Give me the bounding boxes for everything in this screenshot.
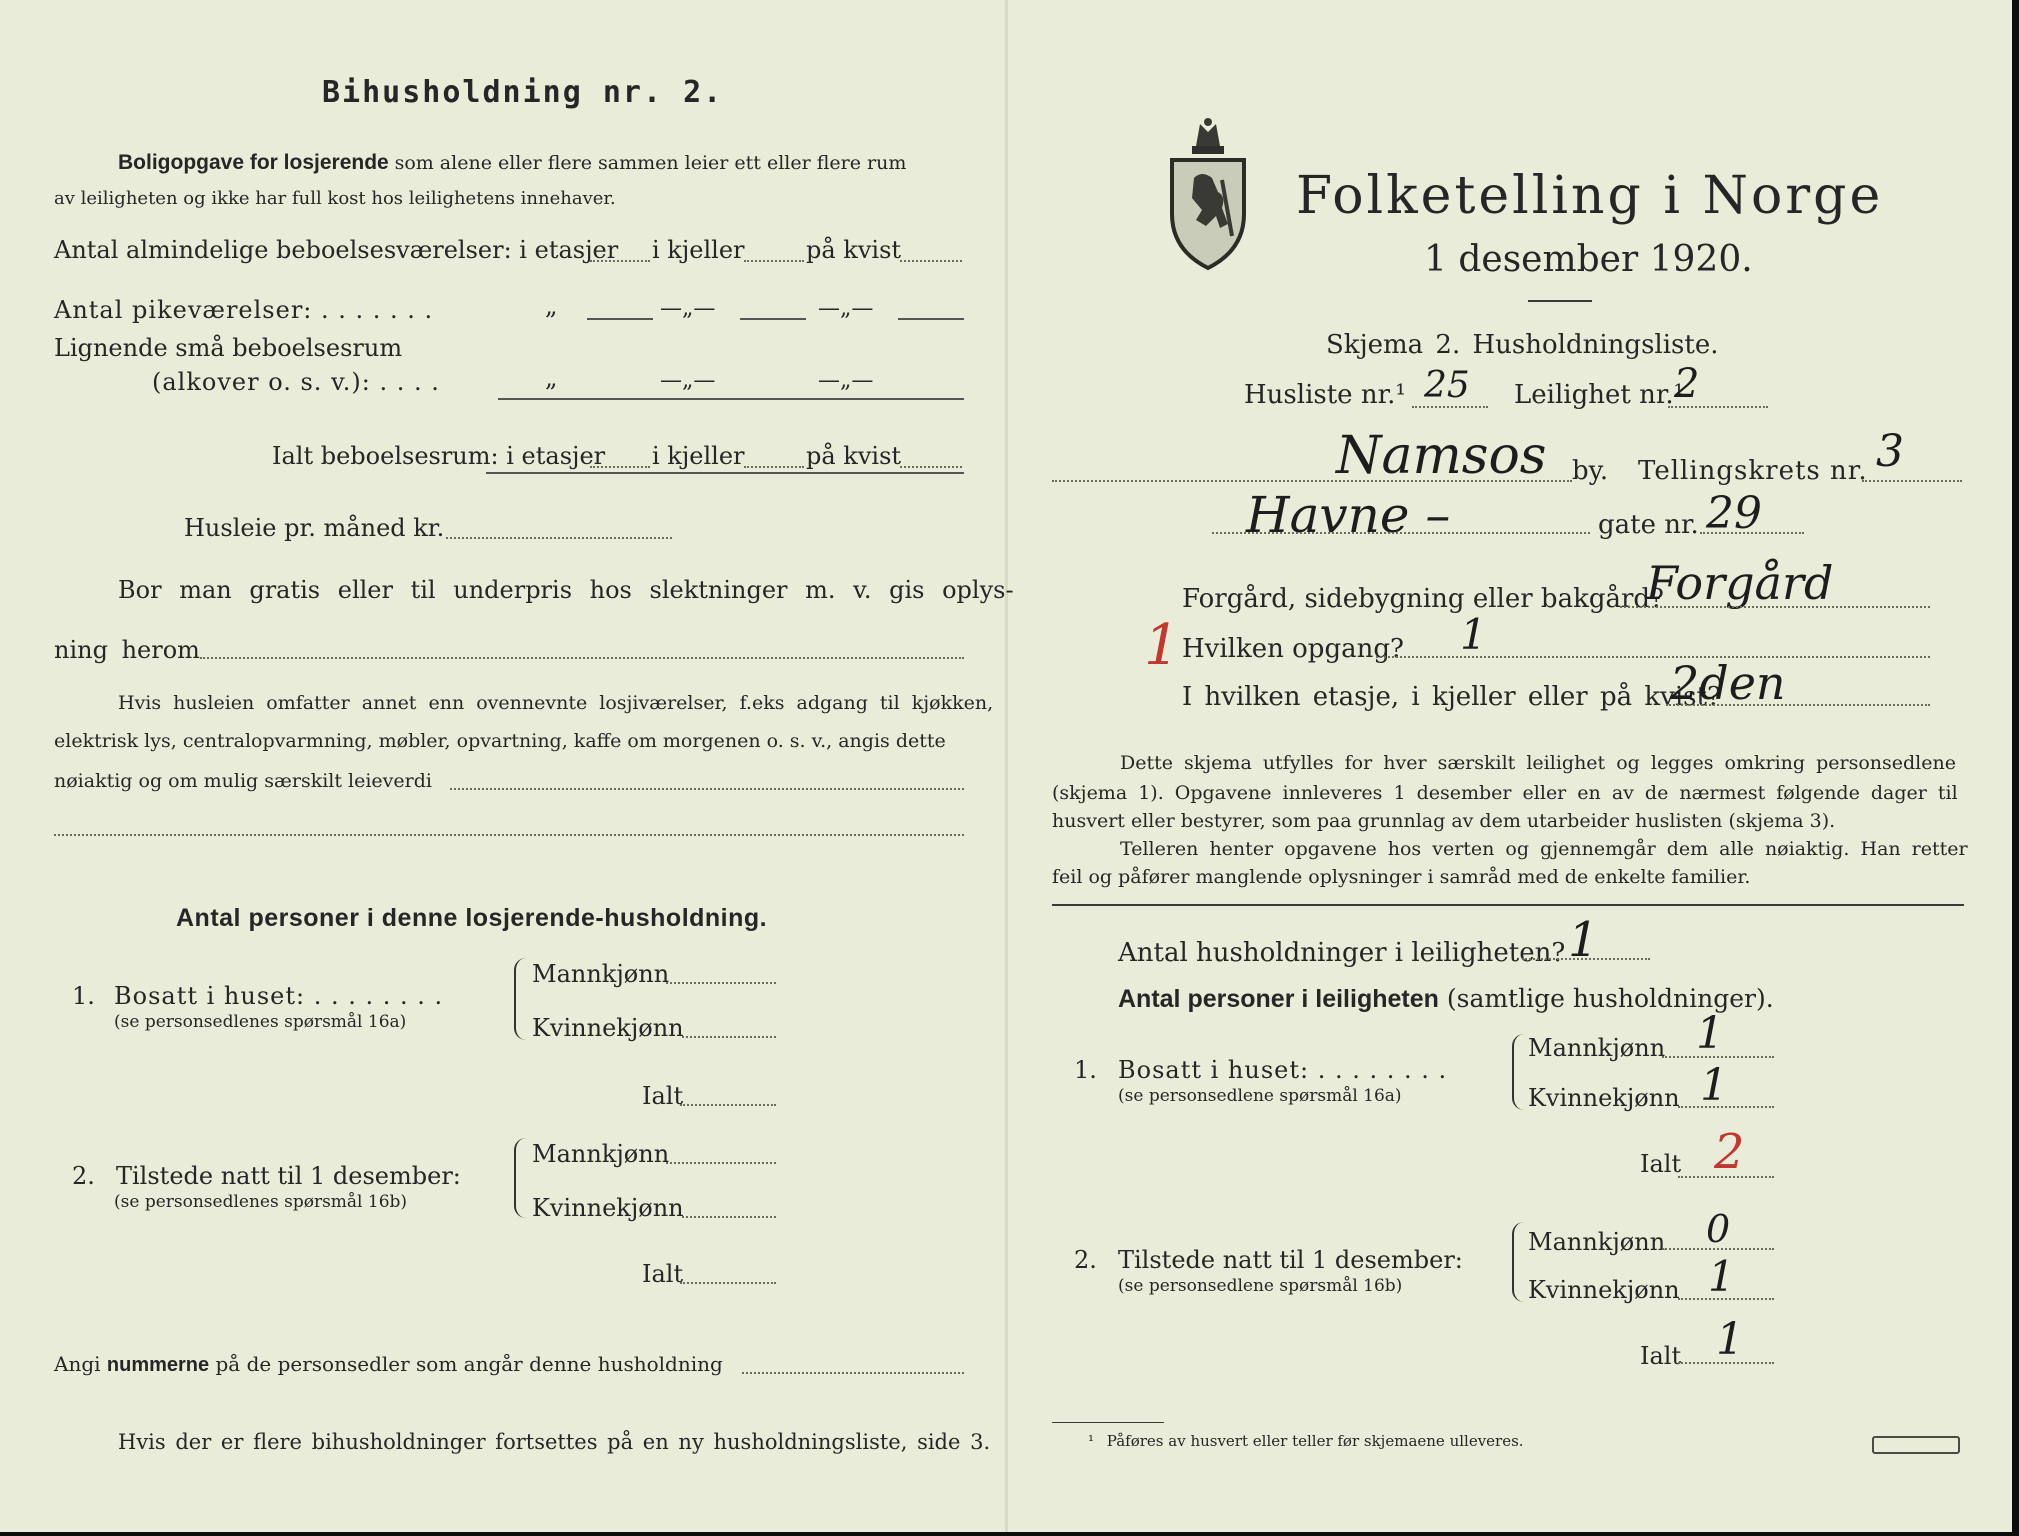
gate-label: gate nr. <box>1598 510 1699 540</box>
lignende-label-1: Lignende små beboelsesrum <box>54 334 403 362</box>
intro-rest: som alene eller flere sammen leier ett eller flere rum <box>394 152 907 174</box>
antal-hush-value: 1 <box>1568 912 1599 968</box>
right-q2-ialt-label: Ialt <box>1640 1342 1682 1370</box>
gate-nr-field[interactable] <box>1700 532 1804 534</box>
footnote-rule <box>1052 1422 1164 1423</box>
husliste-label: Husliste nr.¹ <box>1244 380 1406 410</box>
by-label: by. <box>1572 456 1609 486</box>
antal-personer-heading: Antal personer i denne losjerende-husholdning. <box>176 904 768 932</box>
etasjer-field[interactable] <box>590 260 650 262</box>
angi-rest: på de personsedler som angår denne husholdning <box>215 1352 723 1376</box>
right-q1-label: Bosatt i huset: . . . . . . . . <box>1118 1056 1448 1084</box>
dette-line-2: (skjema 1). Opgavene innleveres 1 desember eller en av de nærmest følgende dager til <box>1052 782 1958 804</box>
gratis-field[interactable] <box>200 657 964 659</box>
angi-bold: nummerne <box>106 1354 210 1376</box>
ialt-etasjer-field[interactable] <box>590 466 650 468</box>
left-q2-brace <box>514 1138 530 1218</box>
flere-note: Hvis der er flere bihusholdninger fortsettes på en ny husholdningsliste, side 3. <box>118 1430 991 1454</box>
gate-field[interactable] <box>1212 532 1590 534</box>
opgang-field[interactable] <box>1376 656 1930 658</box>
by-field[interactable] <box>1052 480 1572 482</box>
right-q2-ialt-field[interactable] <box>1678 1362 1774 1364</box>
pikevaer-label: Antal pikeværelser: . . . . . . . <box>54 296 434 324</box>
left-q2-kvinne-label: Kvinnekjønn <box>532 1194 684 1222</box>
right-q2-mann-label: Mannkjønn <box>1528 1228 1666 1256</box>
paa-kvist-label: på kvist <box>806 236 902 264</box>
antal-pers-rest: (samtlige husholdninger). <box>1446 984 1774 1013</box>
leilighet-value: 2 <box>1674 361 1700 407</box>
dette-line-4: Telleren henter opgavene hos verten og gjennemgår dem alle nøiaktig. Han retter <box>1120 838 1968 860</box>
right-q1-ialt-value: 2 <box>1714 1124 1745 1180</box>
right-q1-sub: (se personsedlene spørsmål 16a) <box>1118 1086 1402 1106</box>
angi-field[interactable] <box>742 1372 964 1374</box>
krets-label: Tellingskrets nr. <box>1638 456 1868 486</box>
intro-line-2: av leiligheten og ikke har full kost hos leilighetens innehaver. <box>54 188 616 209</box>
left-q1-sub: (se personsedlenes spørsmål 16a) <box>114 1012 407 1032</box>
right-q1-ialt-field[interactable] <box>1678 1176 1774 1178</box>
right-q2-label: Tilstede natt til 1 desember: <box>1118 1246 1463 1274</box>
ialt-beb-label: Ialt beboelsesrum: i etasjer <box>272 442 606 470</box>
page-fold <box>1005 0 1008 1532</box>
hvis-line-1: Hvis husleien omfatter annet enn ovennevnte losjiværelser, f.eks adgang til kjøkken, <box>118 692 994 714</box>
leilighet-label: Leilighet nr.¹ <box>1514 380 1685 410</box>
right-q1-ialt-label: Ialt <box>1640 1150 1682 1178</box>
forgard-field[interactable] <box>1620 606 1930 608</box>
coat-of-arms-icon <box>1166 116 1250 272</box>
left-q1-label: Bosatt i huset: . . . . . . . . <box>114 982 444 1010</box>
left-q2-number: 2. <box>72 1162 95 1190</box>
krets-value: 3 <box>1876 426 1904 477</box>
section-rule <box>1052 904 1964 906</box>
footnote-mark: ¹ <box>1088 1432 1095 1450</box>
left-q2-label: Tilstede natt til 1 desember: <box>116 1162 461 1190</box>
right-q1-mann-label: Mannkjønn <box>1528 1034 1666 1062</box>
intro-bold: Boligopgave for losjerende <box>118 151 389 174</box>
left-q2-kvinne-field[interactable] <box>682 1216 776 1218</box>
gratis-line-1: Bor man gratis eller til underpris hos slektninger m. v. gis oplys- <box>118 576 1014 604</box>
husliste-value: 25 <box>1424 365 1470 406</box>
title-rule <box>1528 300 1592 302</box>
husleie-label: Husleie pr. måned kr. <box>184 514 445 542</box>
ialt-underline <box>486 472 964 474</box>
pike-etasjer-field[interactable] <box>587 318 653 320</box>
printer-stamp <box>1872 1436 1960 1454</box>
angi-line <box>54 1354 723 1375</box>
pike-ditto-1: „ <box>545 292 558 320</box>
husliste-field[interactable] <box>1412 406 1488 408</box>
left-q2-sub: (se personsedlenes spørsmål 16b) <box>114 1192 408 1212</box>
leieverdi-field[interactable] <box>450 788 964 790</box>
dette-line-5: feil og påfører manglende oplysninger i samråd med de enkelte familier. <box>1052 866 1751 888</box>
antal-pers-line <box>1118 986 1774 1012</box>
dette-line-1: Dette skjema utfylles for hver særskilt leilighet og legges omkring personsedlene <box>1120 752 1956 774</box>
right-q2-kvinne-label: Kvinnekjønn <box>1528 1276 1680 1304</box>
ialt-kvist-label: på kvist <box>806 442 902 470</box>
left-q1-brace <box>514 958 530 1040</box>
opgang-label: Hvilken opgang? <box>1182 634 1404 664</box>
dette-line-3: husvert eller bestyrer, som paa grunnlag av dem utarbeider huslisten (skjema 3). <box>1052 810 1836 832</box>
etasje-label: I hvilken etasje, i kjeller eller på kvist? <box>1182 682 1721 712</box>
by-value: Namsos <box>1336 426 1547 486</box>
right-q1-kvinne-label: Kvinnekjønn <box>1528 1084 1680 1112</box>
antal-hush-label: Antal husholdninger i leiligheten? <box>1118 938 1566 968</box>
husleie-field[interactable] <box>446 537 672 539</box>
opgang-value: 1 <box>1460 610 1487 659</box>
gratis-line-2: ning herom <box>54 636 200 664</box>
krets-field[interactable] <box>1862 480 1962 482</box>
lig-ditto-2: —„— <box>660 368 716 393</box>
pike-kjeller-field[interactable] <box>740 318 806 320</box>
ialt-kjeller-field[interactable] <box>744 466 804 468</box>
etasje-value: 2den <box>1670 656 1786 710</box>
right-q1-kvinne-field[interactable] <box>1678 1106 1774 1108</box>
hvis-line-2: elektrisk lys, centralopvarmning, møbler, opvartning, kaffe om morgenen o. s. v., angis dette <box>54 730 946 752</box>
leilighet-field[interactable] <box>1668 406 1768 408</box>
pike-kvist-field[interactable] <box>898 318 964 320</box>
skjema-label: Skjema 2. Husholdningsliste. <box>1326 330 1719 360</box>
left-q2-ialt-field[interactable] <box>680 1282 776 1284</box>
hvis-line-3: nøiaktig og om mulig særskilt leieverdi <box>54 770 432 792</box>
etasje-field[interactable] <box>1666 704 1930 706</box>
left-q1-ialt-label: Ialt <box>642 1082 684 1110</box>
right-q1-kvinne-value: 1 <box>1700 1060 1728 1111</box>
left-q2-ialt-label: Ialt <box>642 1260 684 1288</box>
ialt-kvist-field[interactable] <box>900 466 962 468</box>
right-q1-number: 1. <box>1074 1056 1097 1084</box>
forgard-label: Forgård, sidebygning eller bakgård? <box>1182 584 1664 614</box>
lignende-label-2: (alkover o. s. v.): . . . . <box>152 368 440 396</box>
right-q1-mann-value: 1 <box>1696 1008 1724 1059</box>
lignende-total-line <box>498 398 964 400</box>
gate-nr-value: 29 <box>1706 488 1762 539</box>
antal-pers-bold: Antal personer i leiligheten <box>1118 985 1439 1013</box>
gate-value: Havne – <box>1246 486 1451 544</box>
intro-line-1 <box>118 152 906 173</box>
census-title: Folketelling i Norge <box>1296 166 1884 226</box>
right-q2-number: 2. <box>1074 1246 1097 1274</box>
angi-pre: Angi <box>54 1352 101 1376</box>
left-q1-kvinne-field[interactable] <box>682 1036 776 1038</box>
left-title: Bihusholdning nr. 2. <box>322 75 724 110</box>
right-q2-mann-value: 0 <box>1706 1207 1731 1251</box>
right-q2-ialt-value: 1 <box>1716 1314 1744 1365</box>
left-q2-mann-label: Mannkjønn <box>532 1140 670 1168</box>
i-kjeller-label: i kjeller <box>652 236 745 264</box>
leieverdi-field-2[interactable] <box>54 834 964 836</box>
left-q1-kvinne-label: Kvinnekjønn <box>532 1014 684 1042</box>
forgard-value: Forgård <box>1646 556 1834 610</box>
lig-ditto-1: „ <box>545 364 558 392</box>
pike-ditto-2: —„— <box>660 296 716 321</box>
right-q1-mann-field[interactable] <box>1662 1056 1774 1058</box>
left-q2-mann-field[interactable] <box>666 1162 776 1164</box>
left-q1-ialt-field[interactable] <box>680 1104 776 1106</box>
right-q2-sub: (se personsedlene spørsmål 16b) <box>1118 1276 1403 1296</box>
kvist-field[interactable] <box>900 260 962 262</box>
pike-ditto-3: —„— <box>818 296 874 321</box>
right-q2-kvinne-field[interactable] <box>1678 1298 1774 1300</box>
left-q1-mann-field[interactable] <box>666 982 776 984</box>
footnote <box>1088 1434 1524 1449</box>
kjeller-field[interactable] <box>744 260 804 262</box>
opgang-margin-mark: 1 <box>1144 613 1180 678</box>
footnote-text: Påføres av husvert eller teller før skjemaene ulleveres. <box>1106 1432 1524 1450</box>
right-q2-mann-field[interactable] <box>1662 1248 1774 1250</box>
left-q1-number: 1. <box>72 982 95 1010</box>
right-q1-brace <box>1512 1034 1528 1110</box>
left-q1-mann-label: Mannkjønn <box>532 960 670 988</box>
antal-alm-label: Antal almindelige beboelsesværelser: i etasjer <box>54 236 619 264</box>
lig-ditto-3: —„— <box>818 368 874 393</box>
ialt-kjeller-label: i kjeller <box>652 442 745 470</box>
right-q2-kvinne-value: 1 <box>1708 1252 1735 1301</box>
census-date: 1 desember 1920. <box>1424 239 1753 280</box>
right-q2-brace <box>1512 1222 1528 1302</box>
antal-hush-field[interactable] <box>1522 958 1650 960</box>
